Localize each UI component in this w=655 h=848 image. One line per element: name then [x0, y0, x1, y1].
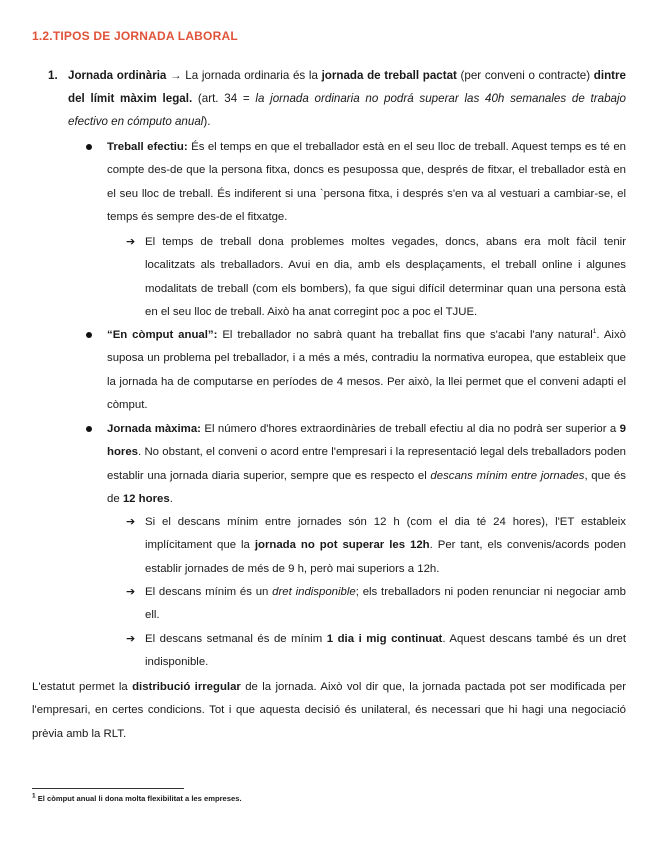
bullet-computo-anual: [86, 324, 626, 418]
arrow-item-dret-indisponible: [126, 581, 626, 628]
item-text: Jornada ordinària → La jornada ordinaria és la jornada de treball pactat (per conveni o contracte) dintre del límit màxim legal. (art. 34 = la jornada ordinaria no podrá superar las 40h semanales de trabajo efectivo en cómputo anual).: [68, 69, 626, 128]
item-number: 1.: [48, 69, 58, 82]
arrow-text: El descans mínim és un dret indisponible; els treballadors ni poden renunciar ni negociar amb ell.: [145, 586, 626, 622]
arrow-text: El temps de treball dona problemes moltes vegades, doncs, abans era molt fàcil tenir localitzats als treballadors. Avui en dia, amb els desplaçaments, el treball online i algunes modalitats de treball (com els bombers), fa que sigui difícil determinar quan una persona està en el seu lloc de treball. Això ha anat corregint poc a poc el TJUE.: [145, 236, 626, 319]
bullet-treball-efectiu: [86, 136, 626, 230]
arrow-icon: ➔: [126, 236, 136, 248]
arrow-item-descans-12h: [126, 511, 626, 581]
bullet-text: Treball efectiu: És el temps en que el treballador està en el seu lloc de treball. Aquest temps es té en compte des-de que la persona fitxa, doncs es pesupossa que, després de fitxar, el treballador està en el seu lloc de treball. És indiferent si una `persona fitxa, i després s'en va al vestuari a cambiar-se, el temps és sempre des-de el fitxatge.: [107, 141, 626, 224]
arrow-text: El descans setmanal és de mínim 1 dia i mig continuat. Aquest descans també és un dret indisponible.: [145, 633, 626, 669]
bullet-icon: [86, 332, 92, 338]
bullet-jornada-maxima: [86, 418, 626, 512]
bullet-icon: [86, 426, 92, 432]
paragraph-distribucio-irregular: L'estatut permet la distribució irregular de la jornada. Això vol dir que, la jornada pactada pot ser modificada per l'empresari, en certes condicions. Tot i que aquesta decisió és unilateral, és necessari que hi hagi una negociació prèvia amb la RLT.: [32, 681, 627, 740]
bullet-text: Jornada màxima: El número d'hores extraordinàries de treball efectiu al dia no podrà ser superior a 9 hores. No obstant, el conveni o acord entre l'empresari i la representació legal dels treballadors poden establir una jornada diaria superior, sempre que es respecto el descans mínim entre jornades, que és de 12 hores.: [107, 423, 626, 506]
list-item-jornada-ordinaria: [48, 64, 626, 133]
arrow-item-descans-setmanal: [126, 628, 626, 675]
section-heading: 1.2.TIPOS DE JORNADA LABORAL: [32, 29, 238, 43]
arrow-icon: ➔: [126, 586, 136, 598]
arrow-text: Si el descans mínim entre jornades són 12 h (com el dia té 24 hores), l'ET estableix implícitament que la jornada no pot superar les 12h. Per tant, els convenis/acords poden establir jornades de més de 9 h, però mai superiors a 12h.: [145, 516, 626, 575]
arrow-icon: ➔: [126, 633, 136, 645]
arrow-icon: ➔: [126, 516, 136, 528]
bullet-icon: [86, 144, 92, 150]
footnote: $^1$ El còmput anual li dona molta flexibilitat a les empreses.: [32, 792, 242, 803]
bullet-text: “En còmput anual”: El treballador no sabrà quant ha treballat fins que s'acabi l'any natural$^1$. Això suposa un problema pel treballador, i a més a més, contradiu la normativa europea, que estableix que la jornada ha de computarse en períodes de 4 mesos. Per això, la llei permet que el conveni adapti el còmput.: [107, 328, 626, 412]
footnote-divider: [32, 788, 184, 789]
footnote-ref[interactable]: 1: [592, 328, 597, 336]
arrow-item-temps-treball: [126, 231, 626, 325]
